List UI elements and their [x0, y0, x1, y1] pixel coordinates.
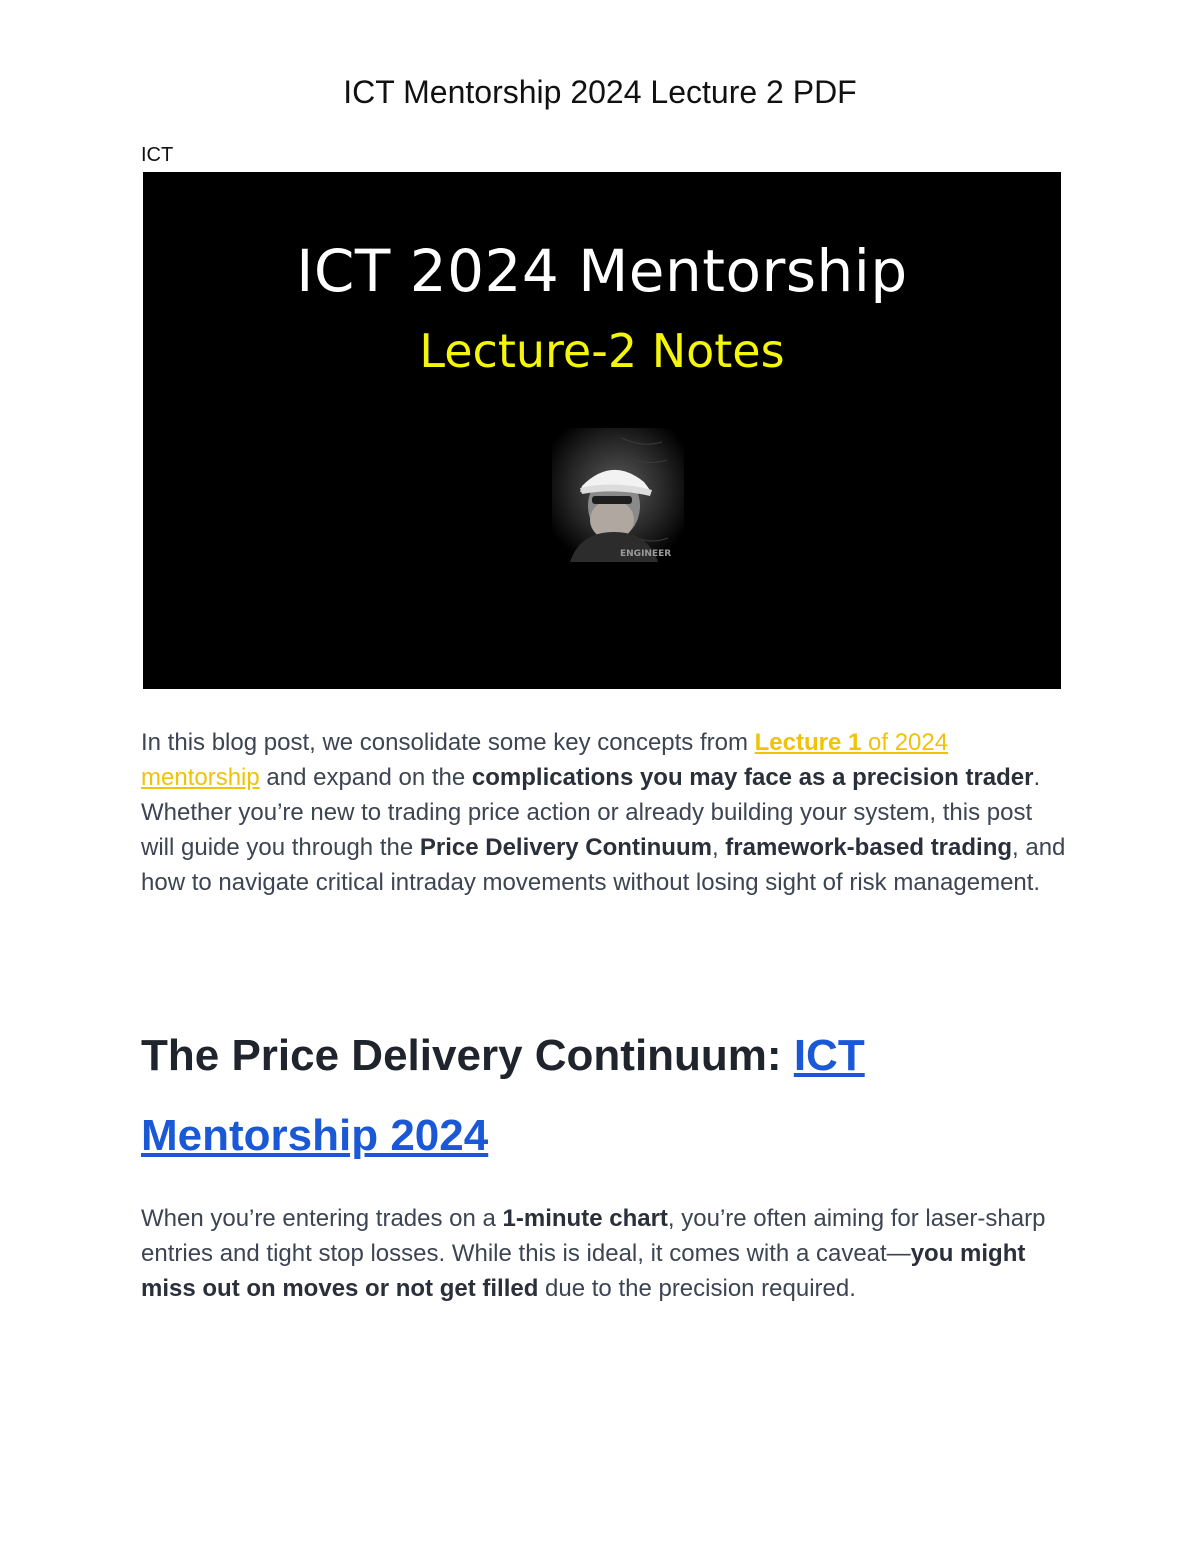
intro-paragraph: In this blog post, we consolidate some key concepts from Lecture 1 of 2024 mentorship and expand on the complications you may face as a precision trader. Whether you’re new to trading price action or already building your system, this post will guide you through the Price Delivery Continuum, framework-based trading, and how to navigate critical intraday movements without losing sight of risk management.: [141, 729, 1066, 896]
section-heading: The Price Delivery Continuum: ICT Mentorship 2024: [141, 1031, 865, 1160]
document-title: ICT Mentorship 2024 Lecture 2 PDF: [343, 74, 857, 110]
portrait-image: [552, 428, 684, 562]
author-label: ICT: [141, 144, 174, 166]
banner-title: ICT 2024 Mentorship: [296, 237, 908, 305]
banner-subtitle: Lecture-2 Notes: [419, 324, 785, 378]
lecture-1-link[interactable]: Lecture 1 of 2024 mentorship: [141, 729, 949, 791]
portrait-caption: ENGINEER: [620, 549, 672, 559]
ict-mentorship-2024-link[interactable]: ICT Mentorship 2024: [141, 1031, 865, 1160]
body-paragraph: When you’re entering trades on a 1-minute chart, you’re often aiming for laser-sharp entries and tight stop losses. While this is ideal, it comes with a caveat—you might miss out on moves or not get filled due to the precision required.: [141, 1205, 1046, 1302]
